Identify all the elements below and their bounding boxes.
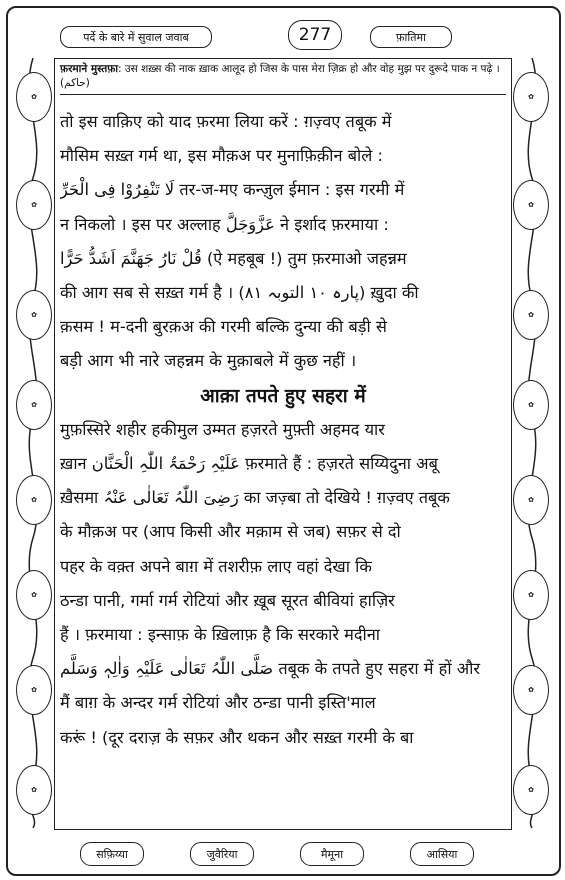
text-line: के मौक़अ पर (आप किसी और मक़ाम से जब) सफ़र से दो (60, 522, 401, 542)
text-line: मैं बाग़ के अन्दर गर्म रोटियां और ठन्डा पानी इस्ति'माल (60, 693, 376, 713)
text-line: ख़ान عَلَیْہِ رَحْمَۃُ اللّٰہِ الْحَنَّان फ़रमाते हैं : हज़रते सय्यिदुना अबू (60, 454, 438, 474)
medallion-ornament: ✿ (513, 380, 549, 430)
page-header (60, 20, 505, 50)
text-line: मौसिम सख़्त गर्म था, इस मौक़अ पर मुनाफ़िक़ीन बोले : (60, 146, 383, 166)
section-heading: आक़ा तपते हुए सहरा में (200, 384, 366, 407)
text-line: ठन्डा पानी, गर्मा गर्म रोटियां और ख़ूब सूरत बीवियां हाज़िर (60, 590, 395, 610)
text-line: पहर के वक़्त अपने बाग़ में तशरीफ़ लाए वहां देखा कि (60, 556, 372, 576)
text-line: करूं ! (दूर दराज़ के सफ़र और थकन और सख़्त गरमी के बा (60, 727, 414, 747)
note-label: फ़रमाने मुस्तफ़ा (60, 63, 119, 75)
medallion-ornament: ✿ (16, 180, 52, 230)
chapter-label: फ़ातिमा (370, 26, 452, 48)
text-line: मुफ़स्सिरे शहीर हकीमुल उम्मत हज़रते मुफ़्ती अहमद यार (60, 419, 385, 439)
medallion-ornament: ✿ (16, 765, 52, 815)
footer-label: आसिया (410, 842, 474, 866)
footer-label: सफ़िय्या (80, 842, 144, 866)
medallion-ornament: ✿ (513, 475, 549, 525)
medallion-ornament: ✿ (513, 665, 549, 715)
note-text: : उस शख़्स की नाक ख़ाक आलूद हो जिस के पास मेरा ज़िक्र हो और वोह मुझ पर दुरूदे पाक न पढ़े । (حاکم) (60, 63, 500, 89)
medallion-ornament: ✿ (513, 765, 549, 815)
text-line: قُلْ نَارُ جَهَنَّمَ اَشَدُّ حَرًّا (ऐ महबूब !) तुम फ़रमाओ जहन्नम (60, 248, 407, 268)
text-line: صَلَّی اللّٰہُ تَعَالٰی عَلَیْہِ وَاٰلِہٖ وَسَلَّم तबूक के तपते हुए सहरा में हों और (60, 659, 481, 679)
hadith-note (60, 62, 506, 95)
text-line: न निकलो । इस पर अल्लाह عَزَّوَجَلَّ ने इर्शाद फ़रमाया : (60, 214, 389, 234)
medallion-ornament: ✿ (513, 72, 549, 122)
medallion-ornament: ✿ (513, 180, 549, 230)
text-line: बड़ी आग भी नारे जहन्नम के मुक़ाबले में कुछ नहीं । (60, 351, 357, 371)
text-line: لَا تَنْفِرُوْا فِی الْحَرِّ तर-ज-मए कन्ज़ुल ईमान : इस गरमी में (60, 180, 405, 200)
medallion-ornament: ✿ (16, 380, 52, 430)
medallion-ornament: ✿ (16, 290, 52, 340)
page-number: 277 (288, 20, 342, 50)
medallion-ornament: ✿ (16, 475, 52, 525)
text-line: हैं । फ़रमाया : इन्साफ़ के ख़िलाफ़ है कि सरकारे मदीना (60, 625, 381, 645)
footer-label: जुवैरिया (190, 842, 254, 866)
medallion-ornament: ✿ (513, 570, 549, 620)
medallion-ornament: ✿ (16, 665, 52, 715)
page-footer (80, 842, 485, 870)
text-line: तो इस वाक़िए को याद फ़रमा लिया करें : ग़ज़्वए तबूक में (60, 112, 392, 131)
text-line: क़सम ! म-दनी बुरक़अ की गरमी बल्कि दुन्या की बड़ी से (60, 317, 387, 337)
text-line: ख़ैसमा رَضِیَ اللّٰہُ تَعَالٰی عَنْہُ का जज़्बा तो देखिये ! ग़ज़्वए तबूक (60, 488, 450, 508)
main-text (60, 105, 506, 755)
medallion-ornament: ✿ (16, 570, 52, 620)
book-title: पर्दे के बारे में सुवाल जवाब (60, 26, 212, 48)
footer-label: मैमूना (300, 842, 364, 866)
text-line: की आग सब से सख़्त गर्म है । (پارہ ۱۰ التوبہ ۸۱) ख़ुदा की (60, 283, 419, 303)
medallion-ornament: ✿ (513, 290, 549, 340)
medallion-ornament: ✿ (16, 72, 52, 122)
